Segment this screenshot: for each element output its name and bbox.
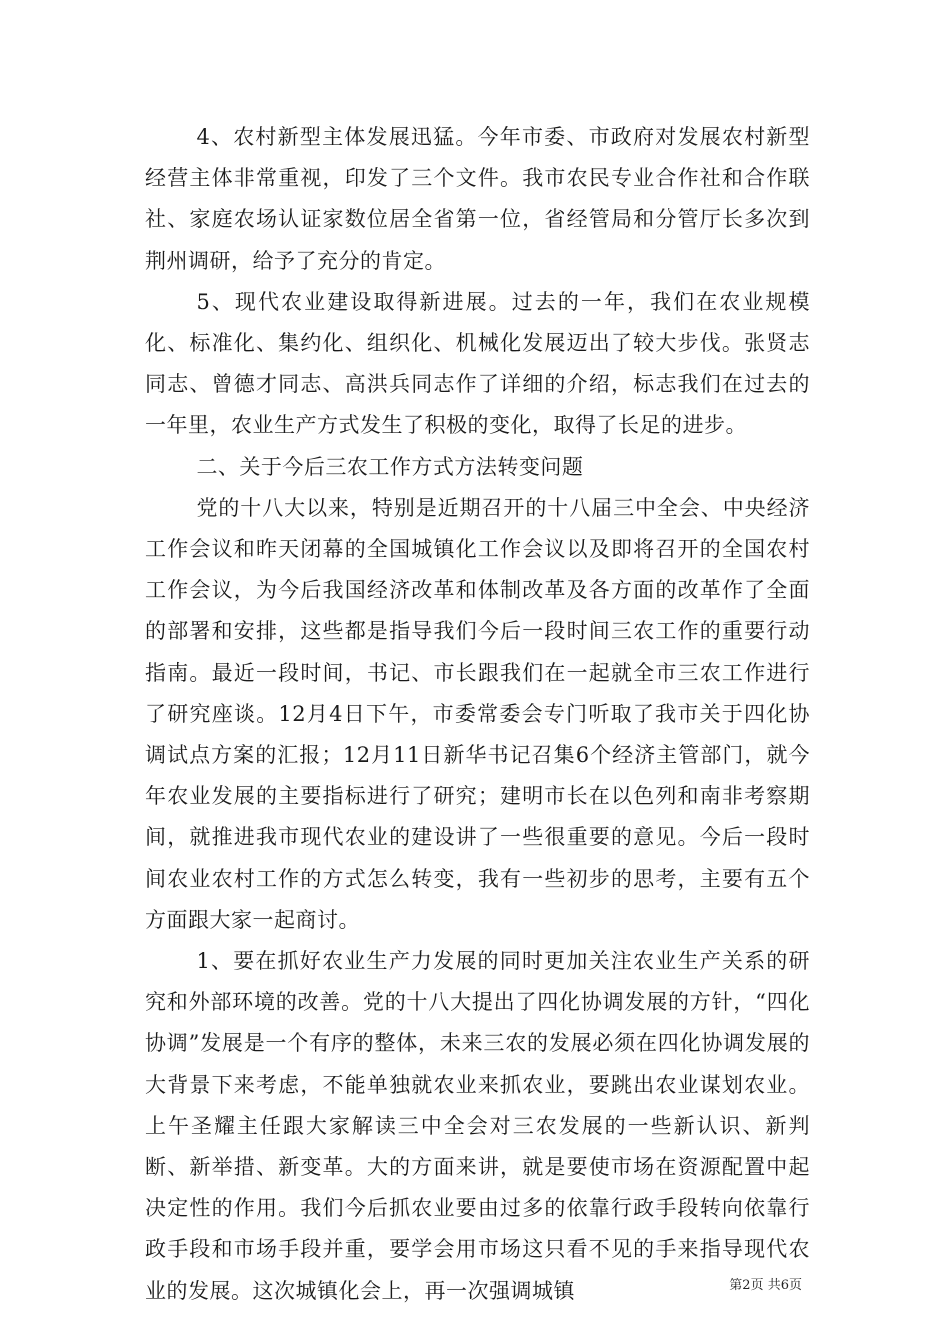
paragraph-intro: 党的十八大以来，特别是近期召开的十八届三中全会、中央经济工作会议和昨天闭幕的全国城镇化工作会议以及即将召开的全国农村工作会议，为今后我国经济改革和体制改革及各方面的改革作了全面的部署和安排，这些都是指导我们今后一段时间三农工作的重要行动指南。最近一段时间，书记、市长跟我们在一起就全市三农工作进行了研究座谈。12月4日下午，市委常委会专门听取了我市关于四化协调试点方案的汇报；12月11日新华书记召集6个经济主管部门，就今年农业发展的主要指标进行了研究；建明市长在以色列和南非考察期间，就推进我市现代农业的建设讲了一些很重要的意见。今后一段时间农业农村工作的方式怎么转变，我有一些初步的思考，主要有五个方面跟大家一起商讨。 <box>145 495 810 932</box>
footer-middle: 页 共 <box>750 1278 781 1293</box>
paragraph-item-4: 4、农村新型主体发展迅猛。今年市委、市政府对发展农村新型经营主体非常重视，印发了三个文件。我市农民专业合作社和合作联社、家庭农场认证家数位居全省第一位，省经管局和分管厅长多次到荆州调研，给予了充分的肯定。 <box>145 125 810 273</box>
footer-prefix: 第 <box>729 1278 743 1293</box>
page-footer <box>729 1278 802 1294</box>
current-page-number: 2 <box>742 1278 751 1293</box>
paragraph-item-5: 5、现代农业建设取得新进展。过去的一年，我们在农业规模化、标准化、集约化、组织化、机械化发展迈出了较大步伐。张贤志同志、曾德才同志、高洪兵同志作了详细的介绍，标志我们在过去的一年里，农业生产方式发生了积极的变化，取得了长足的进步。 <box>145 289 810 438</box>
paragraph-point-1: 1、要在抓好农业生产力发展的同时更加关注农业生产关系的研究和外部环境的改善。党的十八大提出了四化协调发展的方针，“四化协调”发展是一个有序的整体，未来三农的发展必须在四化协调发展的大背景下来考虑，不能单独就农业来抓农业，要跳出农业谋划农业。上午圣耀主任跟大家解读三中全会对三农发展的一些新认识、新判断、新举措、新变革。大的方面来讲，就是要使市场在资源配置中起决定性的作用。我们今后抓农业要由过多的依靠行政手段转向依靠行政手段和市场手段并重，要学会用市场这只看不见的手来指导现代农业的发展。这次城镇化会上，再一次强调城镇 <box>145 949 810 1303</box>
total-pages-number: 6 <box>780 1278 789 1293</box>
section-heading: 二、关于今后三农工作方式方法转变问题 <box>196 454 584 479</box>
document-body <box>145 117 810 1312</box>
footer-suffix: 页 <box>788 1278 802 1293</box>
